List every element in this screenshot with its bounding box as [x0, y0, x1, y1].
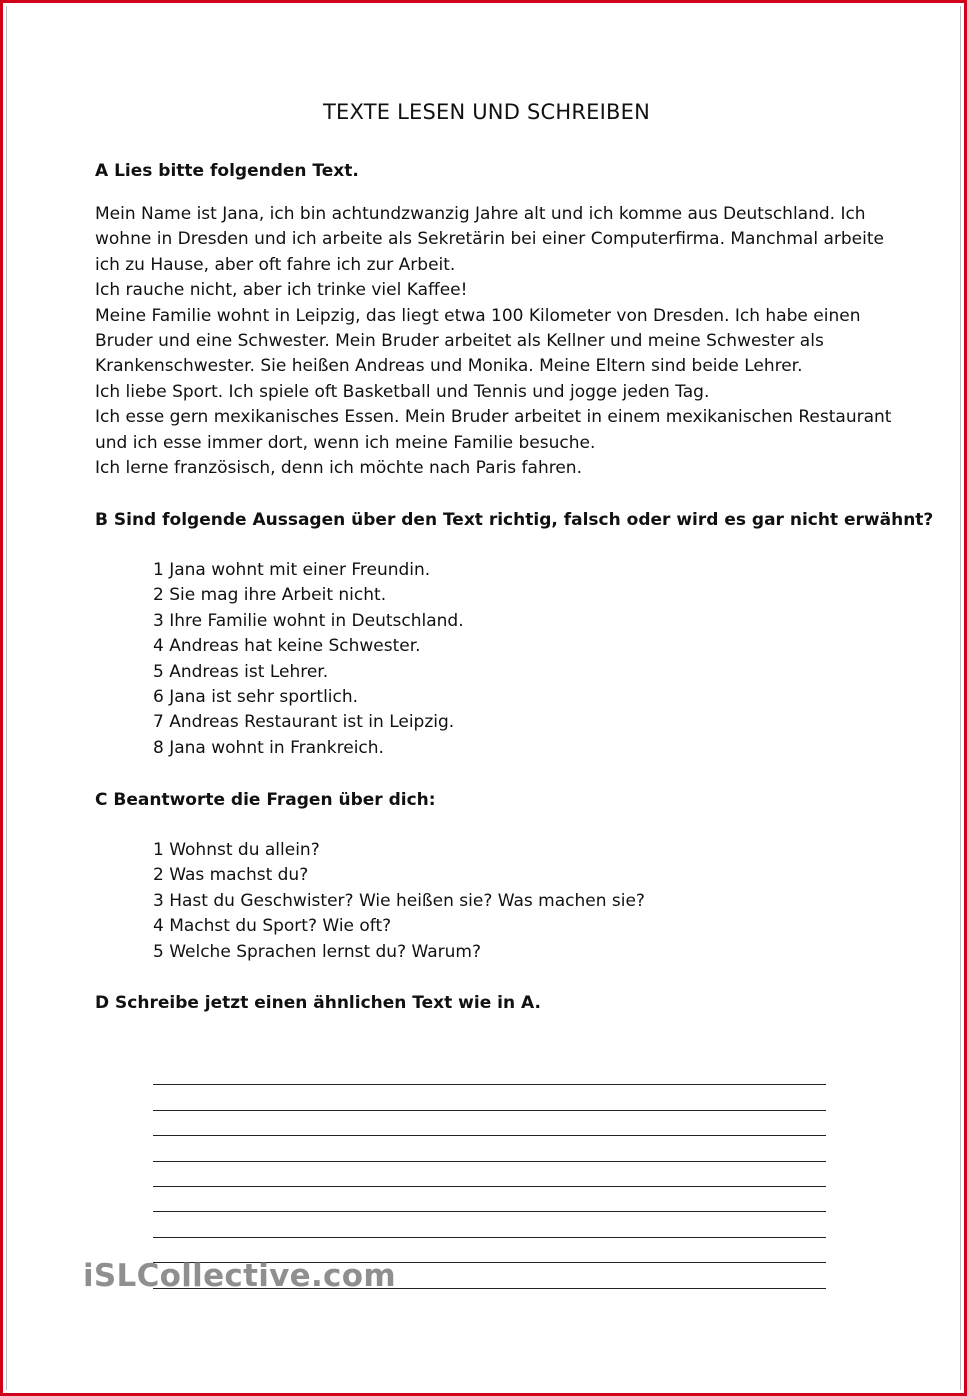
text-line: Ich rauche nicht, aber ich trinke viel Kaffee!	[95, 280, 468, 301]
question-item: 1 Wohnst du allein?	[153, 840, 320, 860]
section-b-heading: B Sind folgende Aussagen über den Text richtig, falsch oder wird es gar nicht erwähnt?	[95, 510, 934, 530]
question-item: 5 Welche Sprachen lernst du? Warum?	[153, 941, 481, 962]
statement-item: 5 Andreas ist Lehrer.	[153, 661, 329, 682]
writing-line[interactable]	[153, 1136, 826, 1161]
section-c-heading: C Beantworte die Fragen über dich:	[95, 790, 436, 810]
text-line: ich zu Hause, aber oft fahre ich zur Arbeit.	[95, 254, 456, 275]
statement-item: 2 Sie mag ihre Arbeit nicht.	[153, 585, 387, 606]
question-item: 2 Was machst du?	[153, 865, 309, 886]
statement-item: 7 Andreas Restaurant ist in Leipzig.	[153, 712, 455, 733]
question-item: 3 Hast du Geschwister? Wie heißen sie? Was machen sie?	[153, 890, 645, 911]
writing-area[interactable]	[153, 1060, 826, 1289]
writing-line[interactable]	[153, 1085, 826, 1110]
worksheet-title: TEXTE LESEN UND SCHREIBEN	[323, 100, 650, 124]
text-line: Meine Familie wohnt in Leipzig, das liegt etwa 100 Kilometer von Dresden. Ich habe einen	[95, 305, 861, 326]
statement-item: 3 Ihre Familie wohnt in Deutschland.	[153, 610, 464, 631]
text-line: Bruder und eine Schwester. Mein Bruder arbeitet als Kellner und meine Schwester als	[95, 331, 824, 352]
section-b-statements	[153, 558, 464, 761]
text-line: Ich esse gern mexikanisches Essen. Mein Bruder arbeitet in einem mexikanischen Restaurant	[95, 407, 892, 428]
writing-line[interactable]	[153, 1187, 826, 1212]
statement-item: 8 Jana wohnt in Frankreich.	[153, 737, 384, 758]
text-line: Krankenschwester. Sie heißen Andreas und Monika. Meine Eltern sind beide Lehrer.	[95, 356, 803, 377]
statement-item: 4 Andreas hat keine Schwester.	[153, 636, 421, 657]
watermark-logo: iSLCollective.com	[83, 1258, 396, 1294]
writing-line[interactable]	[153, 1162, 826, 1187]
section-c-questions	[153, 838, 645, 965]
section-a-heading: A Lies bitte folgenden Text.	[95, 161, 359, 181]
text-line: wohne in Dresden und ich arbeite als Sekretärin bei einer Computerfirma. Manchmal arbeite	[95, 229, 884, 250]
writing-line[interactable]	[153, 1111, 826, 1136]
section-a-text	[95, 202, 892, 481]
text-line: Mein Name ist Jana, ich bin achtundzwanzig Jahre alt und ich komme aus Deutschland. Ich	[95, 204, 866, 224]
statement-item: 6 Jana ist sehr sportlich.	[153, 687, 359, 708]
question-item: 4 Machst du Sport? Wie oft?	[153, 916, 392, 937]
statement-item: 1 Jana wohnt mit einer Freundin.	[153, 560, 431, 580]
text-line: und ich esse immer dort, wenn ich meine Familie besuche.	[95, 432, 596, 453]
writing-line[interactable]	[153, 1060, 826, 1085]
text-line: Ich lerne französisch, denn ich möchte nach Paris fahren.	[95, 458, 582, 479]
text-line: Ich liebe Sport. Ich spiele oft Basketball und Tennis und jogge jeden Tag.	[95, 381, 710, 402]
section-d-heading: D Schreibe jetzt einen ähnlichen Text wie in A.	[95, 993, 541, 1013]
writing-line[interactable]	[153, 1212, 826, 1237]
